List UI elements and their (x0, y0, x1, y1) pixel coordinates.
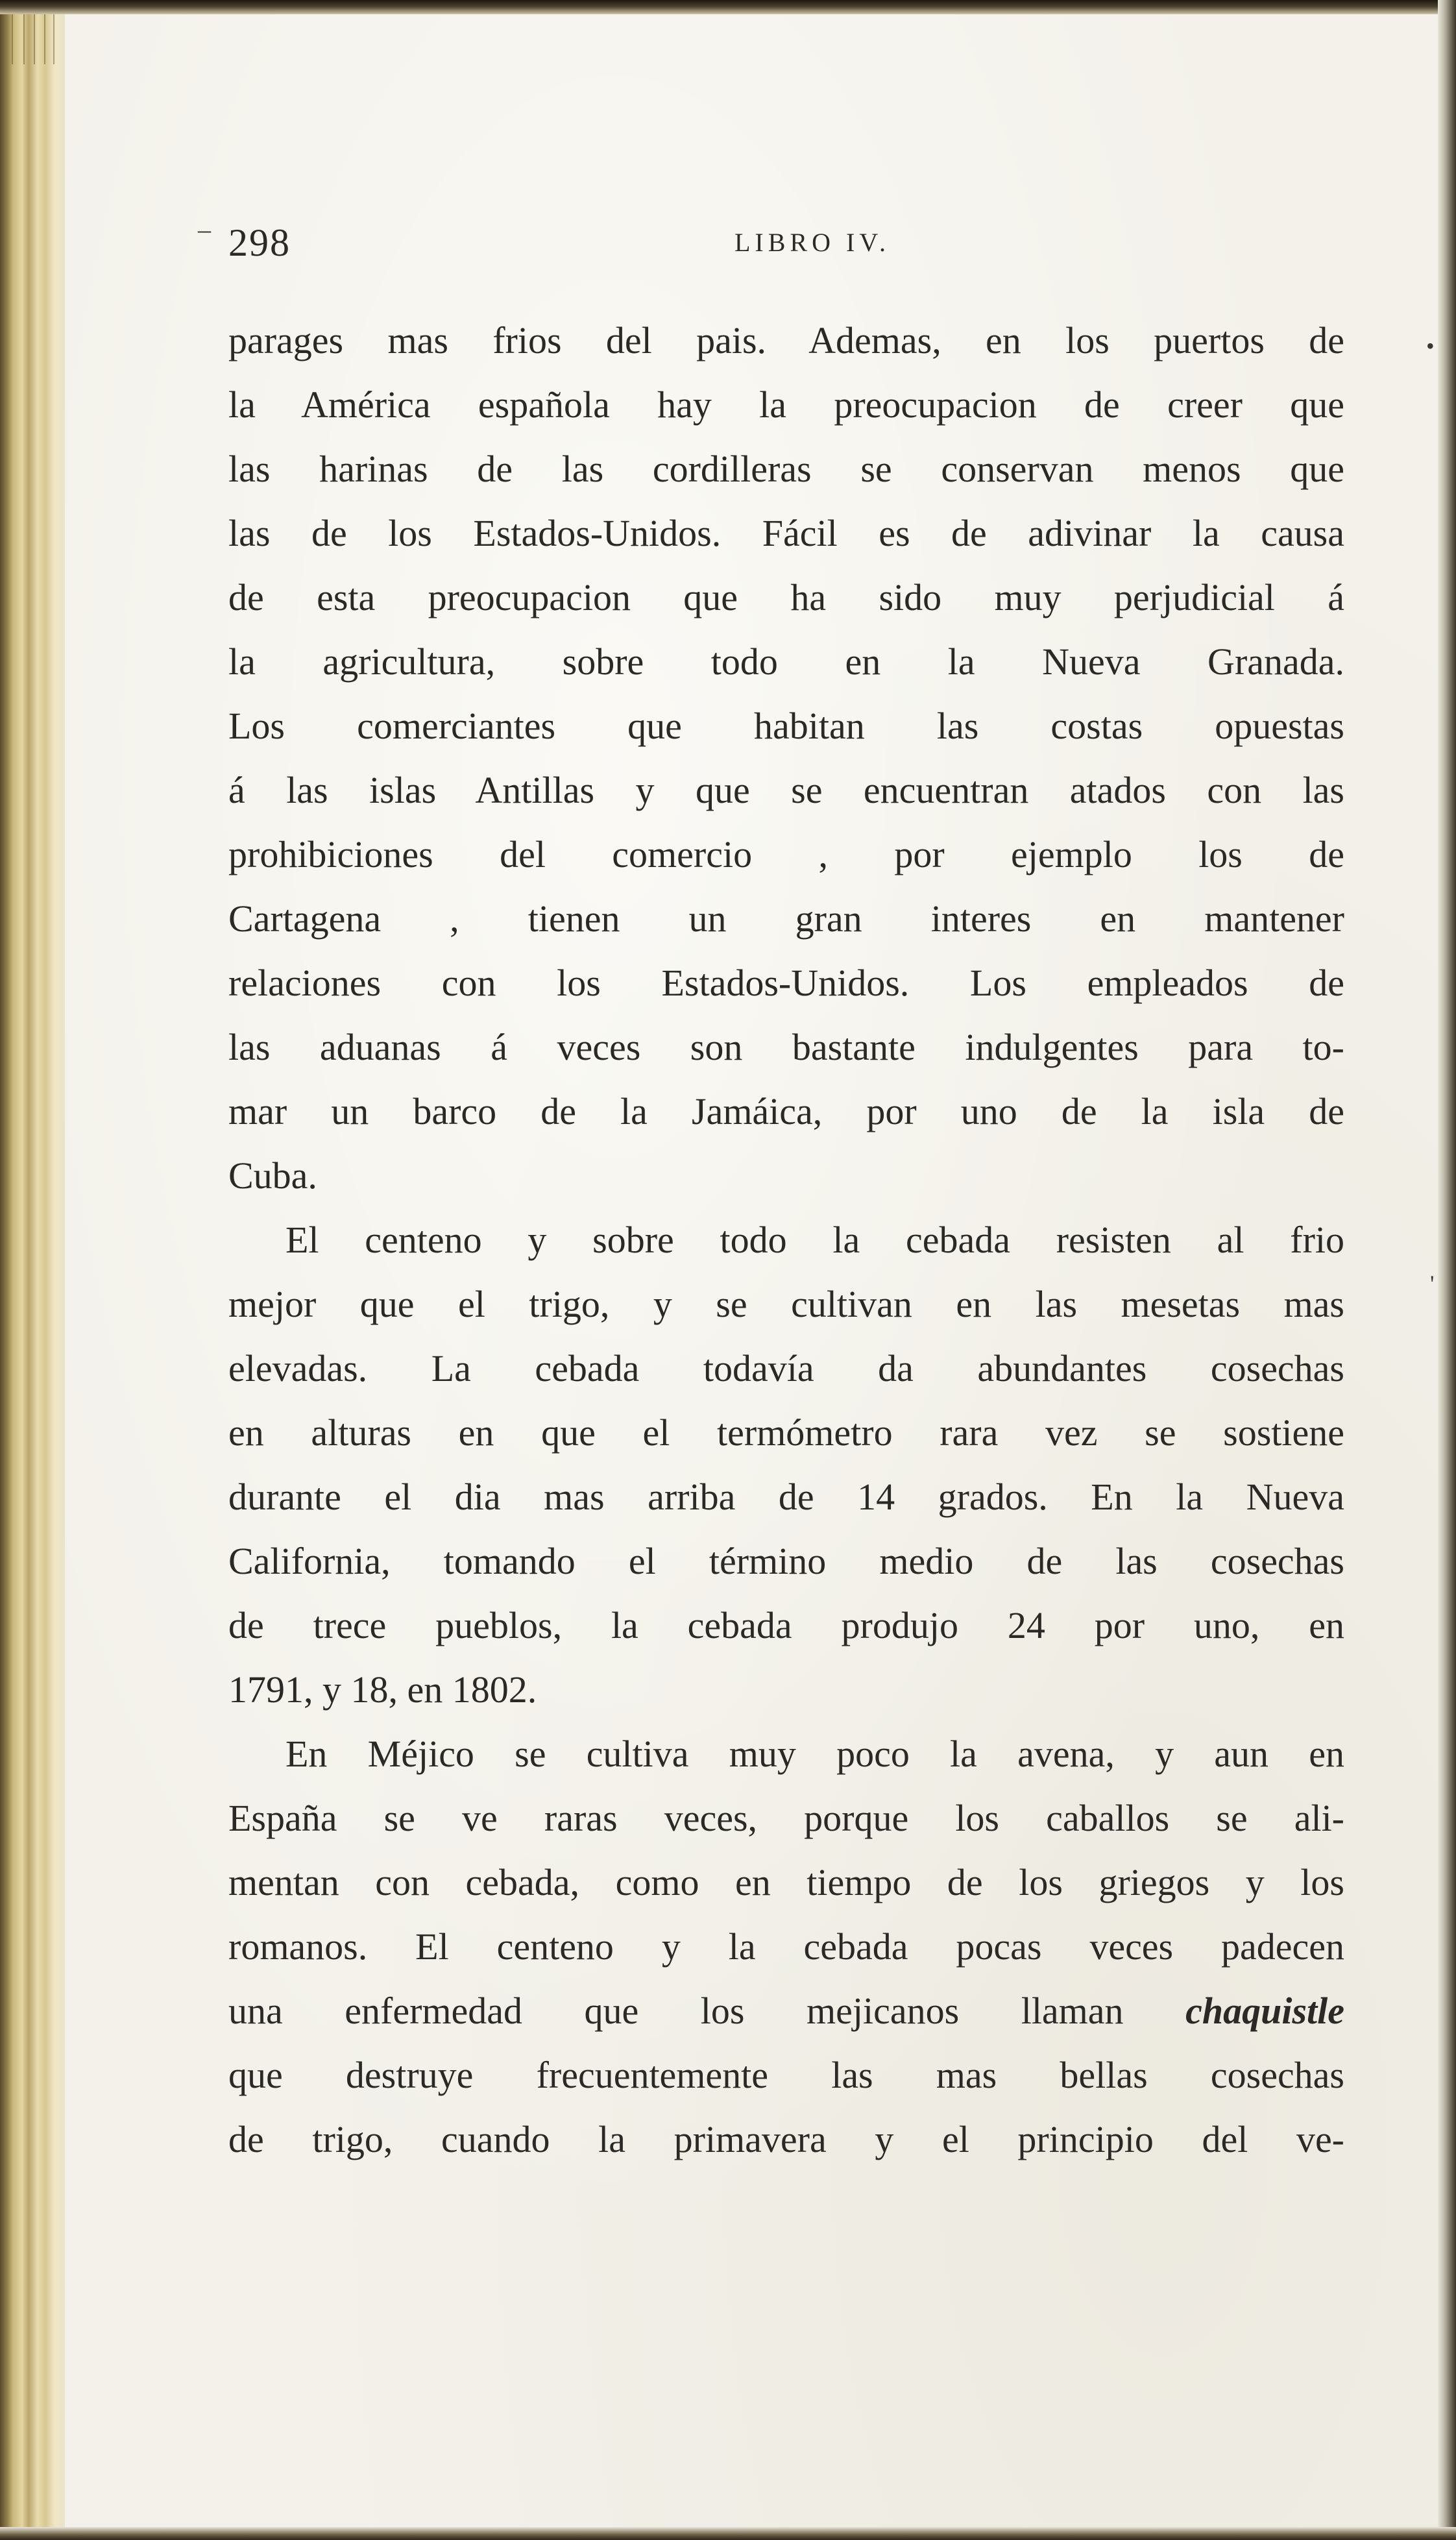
text-line: la América española hay la preocupacion de creer que (228, 384, 1344, 426)
text-line: California, tomando el término medio de las cosechas (228, 1540, 1344, 1582)
top-edge (0, 0, 1456, 14)
text-line: de trece pueblos, la cebada produjo 24 por uno, en (228, 1604, 1344, 1646)
text-line: España se ve raras veces, porque los caballos se ali- (228, 1797, 1344, 1839)
text-line: romanos. El centeno y la cebada pocas veces padecen (228, 1925, 1344, 1968)
page-number: 298 (228, 221, 291, 264)
text-line: la agricultura, sobre todo en la Nueva Granada. (228, 641, 1344, 683)
text-line: El centeno y sobre todo la cebada resisten al frio (285, 1219, 1344, 1261)
text-line: á las islas Antillas y que se encuentran atados con las (228, 769, 1344, 811)
bottom-edge (0, 2527, 1456, 2540)
text-line: durante el dia mas arriba de 14 grados. En la Nueva (228, 1476, 1344, 1518)
text-line: 1791, y 18, en 1802. (228, 1668, 537, 1711)
running-title: LIBRO IV. (734, 228, 891, 257)
text-line: elevadas. La cebada todavía da abundantes cosechas (228, 1347, 1344, 1389)
text-line: de trigo, cuando la primavera y el principio del ve- (228, 2118, 1344, 2160)
italic-term: chaquistle (1185, 1990, 1344, 2032)
right-edge (1438, 0, 1456, 2540)
text-line: de esta preocupacion que ha sido muy perjudicial á (228, 576, 1344, 618)
text-line: Cartagena , tienen un gran interes en mantener (228, 898, 1344, 940)
body-text (228, 308, 1344, 2171)
text-line: las harinas de las cordilleras se conservan menos que (228, 448, 1344, 490)
book-binding-edge (0, 0, 65, 2540)
text-line: mentan con cebada, como en tiempo de los griegos y los (228, 1861, 1344, 1903)
text-line: las aduanas á veces son bastante indulgentes para to- (228, 1026, 1344, 1068)
text-line: prohibiciones del comercio , por ejemplo los de (228, 833, 1344, 875)
text-line: mar un barco de la Jamáica, por uno de la isla de (228, 1090, 1344, 1132)
text-line: que destruye frecuentemente las mas bellas cosechas (228, 2054, 1344, 2096)
margin-mark: • (1426, 333, 1435, 359)
text-line (228, 1979, 1344, 2043)
text-line: las de los Estados-Unidos. Fácil es de adivinar la causa (228, 512, 1344, 554)
text-line: Cuba. (228, 1154, 317, 1197)
running-head (228, 221, 1331, 279)
text-line: relaciones con los Estados-Unidos. Los empleados de (228, 962, 1344, 1004)
text-line: parages mas frios del pais. Ademas, en los puertos de (228, 319, 1344, 361)
text-line: Los comerciantes que habitan las costas opuestas (228, 705, 1344, 747)
text-line: mejor que el trigo, y se cultivan en las mesetas mas (228, 1283, 1344, 1325)
text-line-segment: una enfermedad que los mejicanos llaman (228, 1990, 1124, 2032)
text-line: En Méjico se cultiva muy poco la avena, y aun en (285, 1733, 1344, 1775)
text-line: en alturas en que el termómetro rara vez se sostiene (228, 1411, 1344, 1454)
margin-mark: ' (1430, 1271, 1435, 1297)
margin-mark: – (198, 215, 211, 244)
